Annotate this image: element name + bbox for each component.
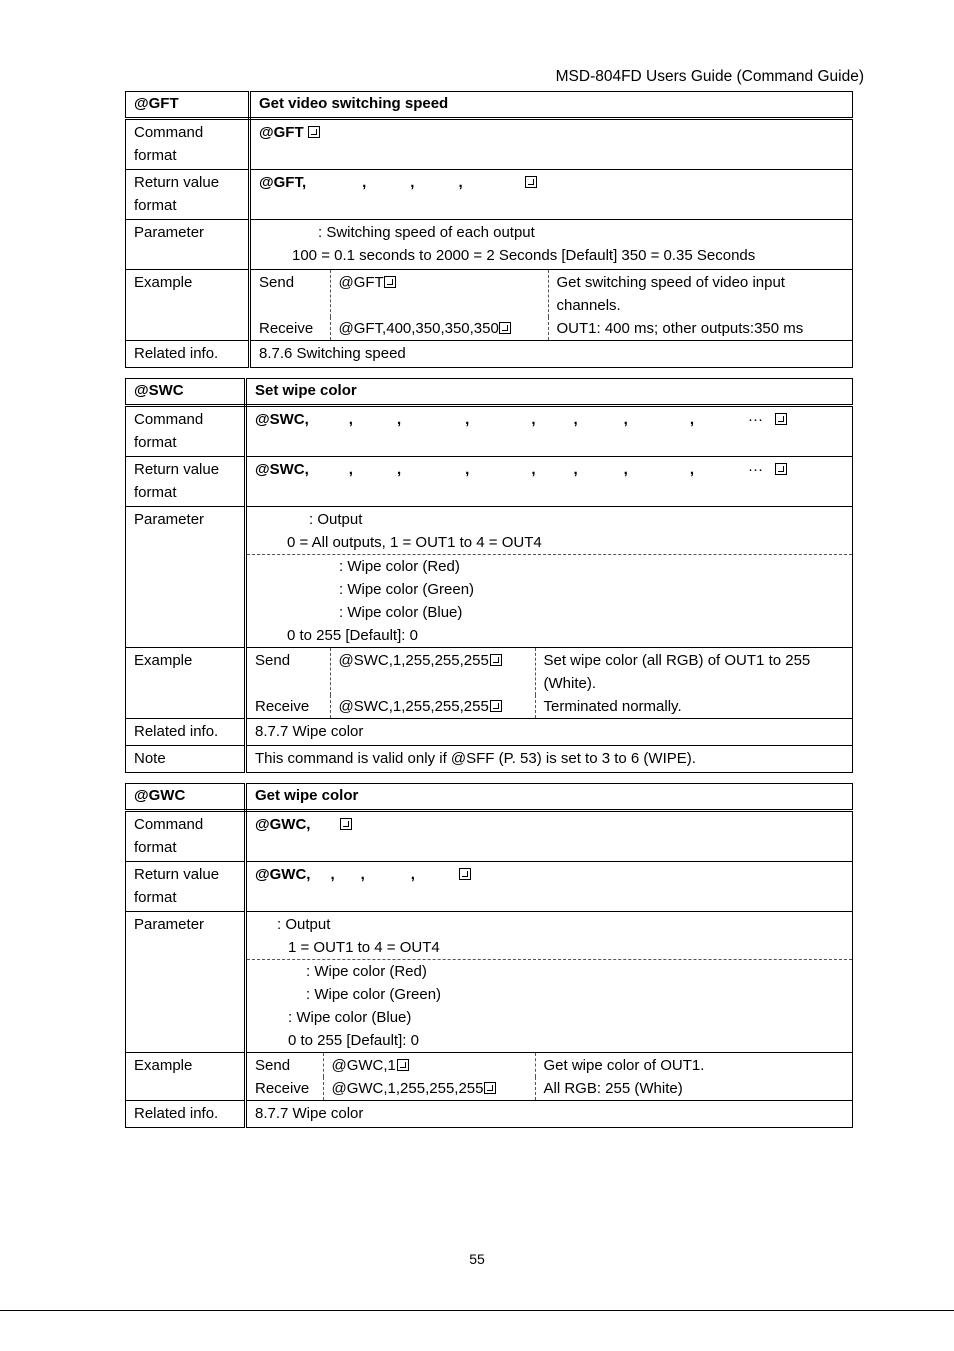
note-label: Note — [126, 746, 246, 773]
send-label: Send — [259, 274, 295, 291]
command-name: @GWC — [126, 784, 246, 811]
command-format-value: @SWC, , , , , , , , ··· — [246, 406, 853, 457]
return-key-icon — [459, 868, 471, 880]
receive-description: OUT1: 400 ms; other outputs:350 ms — [548, 317, 852, 340]
receive-label: Receive — [259, 320, 314, 337]
send-description: Set wipe color (all RGB) of OUT1 to 255 (White). — [535, 648, 852, 695]
return-value-format: @SWC, , , , , , , , ··· — [246, 457, 853, 507]
return-value-format: @GWC, , , , — [246, 862, 853, 912]
send-command: @GWC,1 — [323, 1053, 535, 1077]
return-key-icon — [340, 818, 352, 830]
return-key-icon — [525, 176, 537, 188]
gwc-table — [125, 783, 853, 1128]
command-title: Set wipe color — [246, 379, 853, 406]
related-info-value: 8.7.7 Wipe color — [246, 1101, 853, 1128]
command-title: Get video switching speed — [250, 92, 853, 119]
send-command: @SWC,1,255,255,255 — [330, 648, 535, 695]
example-block — [250, 270, 853, 341]
receive-label: Receive — [255, 1080, 310, 1097]
receive-command: @SWC,1,255,255,255 — [330, 695, 535, 718]
command-format-label: Command format — [126, 119, 250, 170]
parameter-value: : Output 0 = All outputs, 1 = OUT1 to 4 = OUT4 : Wipe color (Red) : Wipe color (Green) : Wipe color (Blue) 0 to 255 [Default]: 0 — [246, 507, 853, 648]
swc-table — [125, 378, 853, 773]
related-info-value: 8.7.7 Wipe color — [246, 719, 853, 746]
receive-description: Terminated normally. — [535, 695, 852, 718]
receive-command: @GFT,400,350,350,350 — [330, 317, 548, 340]
command-format-label: Command format — [126, 811, 246, 862]
command-format-value: @GFT — [250, 119, 853, 170]
return-key-icon — [490, 700, 502, 712]
return-key-icon — [499, 322, 511, 334]
page-header: MSD-804FD Users Guide (Command Guide) — [555, 68, 864, 85]
return-value-label: Return value format — [126, 862, 246, 912]
command-name: @SWC — [126, 379, 246, 406]
receive-command: @GWC,1,255,255,255 — [323, 1077, 535, 1100]
example-label: Example — [126, 1053, 246, 1101]
parameter-label: Parameter — [126, 507, 246, 648]
parameter-value: : Output 1 = OUT1 to 4 = OUT4 : Wipe color (Red) : Wipe color (Green) : Wipe color (Blue) 0 to 255 [Default]: 0 — [246, 912, 853, 1053]
related-info-label: Related info. — [126, 1101, 246, 1128]
note-value: This command is valid only if @SFF (P. 53) is set to 3 to 6 (WIPE). — [246, 746, 853, 773]
receive-label: Receive — [255, 698, 310, 715]
page-number: 55 — [469, 1251, 485, 1267]
parameter-label: Parameter — [126, 912, 246, 1053]
return-key-icon — [308, 126, 320, 138]
footer-rule — [0, 1310, 954, 1311]
related-info-value: 8.7.6 Switching speed — [250, 341, 853, 368]
related-info-label: Related info. — [126, 341, 250, 368]
return-value-format: @GFT, , , , — [250, 170, 853, 220]
send-description: Get wipe color of OUT1. — [535, 1053, 852, 1077]
command-format-value: @GWC, — [246, 811, 853, 862]
parameter-value: : Switching speed of each output 100 = 0.1 seconds to 2000 = 2 Seconds [Default] 350 = 0.35 Seconds — [250, 220, 853, 270]
return-key-icon — [490, 654, 502, 666]
return-key-icon — [484, 1082, 496, 1094]
return-value-label: Return value format — [126, 457, 246, 507]
return-key-icon — [384, 276, 396, 288]
send-label: Send — [255, 1057, 291, 1074]
command-title: Get wipe color — [246, 784, 853, 811]
gft-table — [125, 91, 853, 368]
example-block — [246, 1053, 853, 1101]
return-key-icon — [775, 413, 787, 425]
receive-description: All RGB: 255 (White) — [535, 1077, 852, 1100]
send-description: Get switching speed of video input channels. — [548, 270, 852, 317]
send-command: @GFT — [330, 270, 548, 317]
example-block — [246, 648, 853, 719]
return-key-icon — [775, 463, 787, 475]
example-label: Example — [126, 270, 250, 341]
return-key-icon — [397, 1059, 409, 1071]
related-info-label: Related info. — [126, 719, 246, 746]
example-label: Example — [126, 648, 246, 719]
send-label: Send — [255, 652, 291, 669]
parameter-label: Parameter — [126, 220, 250, 270]
command-name: @GFT — [126, 92, 250, 119]
command-format-label: Command format — [126, 406, 246, 457]
return-value-label: Return value format — [126, 170, 250, 220]
